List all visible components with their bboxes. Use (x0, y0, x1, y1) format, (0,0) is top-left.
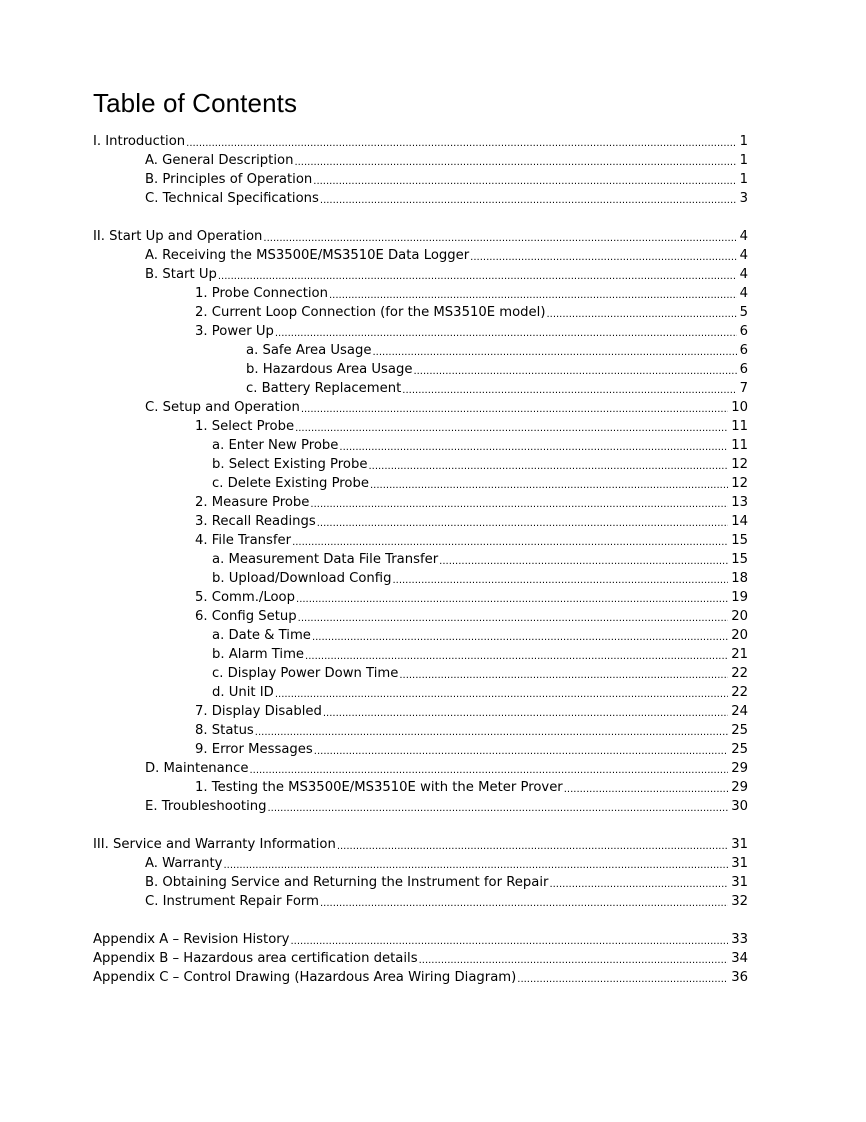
toc-entry-label: C. Setup and Operation (145, 400, 300, 415)
toc-entry-page: 12 (731, 457, 748, 472)
toc-entry-page: 15 (731, 533, 748, 548)
toc-entry-page: 25 (731, 742, 748, 757)
toc-entry-label: b. Alarm Time (212, 647, 305, 662)
toc-entry-page: 20 (731, 609, 748, 624)
toc-entry[interactable] (93, 930, 748, 949)
toc-entry-label: D. Maintenance (145, 761, 249, 776)
toc-entry[interactable] (195, 512, 748, 531)
toc-entry[interactable] (145, 246, 748, 265)
toc-entry-label: d. Unit ID (212, 685, 274, 700)
toc-entry-page: 1 (739, 172, 748, 187)
toc-entry-page: 7 (739, 381, 748, 396)
toc-entry[interactable] (93, 949, 748, 968)
toc-entry-page: 15 (731, 552, 748, 567)
toc-entry-label: 1. Select Probe (195, 419, 295, 434)
toc-entry[interactable] (195, 303, 748, 322)
toc-entry-page: 24 (731, 704, 748, 719)
toc-entry[interactable] (212, 645, 748, 664)
toc-entry-page: 4 (739, 229, 748, 244)
toc-entry-page: 19 (731, 590, 748, 605)
toc-entry-label: 3. Power Up (195, 324, 274, 339)
toc-entry[interactable] (93, 227, 748, 246)
toc-entry-page: 18 (731, 571, 748, 586)
toc-entry[interactable] (145, 873, 748, 892)
toc-entry-label: 4. File Transfer (195, 533, 292, 548)
toc-entry[interactable] (93, 132, 748, 151)
toc-entry-page: 14 (731, 514, 748, 529)
toc-entry-page: 5 (739, 305, 748, 320)
toc-entry-label: 2. Current Loop Connection (for the MS3510E model) (195, 305, 546, 320)
toc-entry[interactable] (195, 702, 748, 721)
toc-entry-page: 4 (739, 267, 748, 282)
toc-entry-page: 4 (739, 286, 748, 301)
toc-entry[interactable] (93, 968, 748, 987)
toc-entry[interactable] (195, 778, 748, 797)
toc-entry[interactable] (195, 721, 748, 740)
toc-entry-page: 20 (731, 628, 748, 643)
toc-entry-page: 6 (739, 324, 748, 339)
toc-entry[interactable] (195, 284, 748, 303)
toc-entry[interactable] (212, 569, 748, 588)
toc-entry-label: c. Delete Existing Probe (212, 476, 369, 491)
toc-entry[interactable] (212, 550, 748, 569)
toc-entry-label: 8. Status (195, 723, 254, 738)
toc-entry[interactable] (195, 740, 748, 759)
toc-entry-page: 11 (731, 438, 748, 453)
toc-entry-label: b. Select Existing Probe (212, 457, 368, 472)
toc-entry-page: 29 (731, 761, 748, 776)
toc-entry-label: a. Enter New Probe (212, 438, 339, 453)
toc-entry-label: I. Introduction (93, 134, 186, 149)
toc-entry-page: 25 (731, 723, 748, 738)
toc-entry-page: 36 (731, 970, 748, 985)
toc-entry[interactable] (195, 607, 748, 626)
toc-entry-label: C. Technical Specifications (145, 191, 319, 206)
toc-entry-label: B. Start Up (145, 267, 217, 282)
toc-entry-label: A. Receiving the MS3500E/MS3510E Data Logger (145, 248, 470, 263)
toc-entry-page: 22 (731, 666, 748, 681)
toc-entry-label: Appendix B – Hazardous area certification details (93, 951, 418, 966)
toc-entry-label: c. Display Power Down Time (212, 666, 399, 681)
toc-entry-label: Appendix C – Control Drawing (Hazardous Area Wiring Diagram) (93, 970, 517, 985)
toc-entry[interactable] (212, 474, 748, 493)
toc-entry[interactable] (195, 322, 748, 341)
toc-entry[interactable] (212, 626, 748, 645)
page-title: Table of Contents (93, 88, 298, 118)
toc-entry-page: 29 (731, 780, 748, 795)
toc-entry-label: 3. Recall Readings (195, 514, 316, 529)
toc-entry-page: 6 (739, 343, 748, 358)
toc-entry[interactable] (246, 360, 748, 379)
toc-entry-label: 6. Config Setup (195, 609, 297, 624)
toc-entry-page: 31 (731, 837, 748, 852)
toc-entry-label: 5. Comm./Loop (195, 590, 296, 605)
toc-entry-label: II. Start Up and Operation (93, 229, 263, 244)
toc-entry-label: C. Instrument Repair Form (145, 894, 319, 909)
toc-entry[interactable] (93, 835, 748, 854)
toc-entry-label: b. Upload/Download Config (212, 571, 392, 586)
toc-entry[interactable] (212, 683, 748, 702)
toc-entry-page: 31 (731, 875, 748, 890)
toc-entry-page: 1 (739, 134, 748, 149)
toc-entry-label: E. Troubleshooting (145, 799, 267, 814)
toc-entry-label: a. Date & Time (212, 628, 311, 643)
toc-entry-label: 9. Error Messages (195, 742, 313, 757)
toc-entry[interactable] (145, 189, 748, 208)
toc-entry-page: 31 (731, 856, 748, 871)
toc-entry[interactable] (195, 493, 748, 512)
toc-entry-page: 12 (731, 476, 748, 491)
toc-entry-label: 1. Probe Connection (195, 286, 328, 301)
toc-entry-page: 1 (739, 153, 748, 168)
toc-entry-label: 1. Testing the MS3500E/MS3510E with the Meter Prover (195, 780, 563, 795)
toc-entry-label: a. Measurement Data File Transfer (212, 552, 439, 567)
toc-entry-page: 32 (731, 894, 748, 909)
toc-entry-label: A. Warranty (145, 856, 223, 871)
toc-entry-page: 21 (731, 647, 748, 662)
toc-entry-label: A. General Description (145, 153, 294, 168)
toc-entry[interactable] (145, 892, 748, 911)
toc-entry-page: 3 (739, 191, 748, 206)
toc-entry[interactable] (145, 151, 748, 170)
toc-entry-label: B. Principles of Operation (145, 172, 313, 187)
toc-entry-page: 4 (739, 248, 748, 263)
toc-entry-label: 7. Display Disabled (195, 704, 322, 719)
toc-entry[interactable] (145, 759, 748, 778)
toc-entry[interactable] (195, 531, 748, 550)
toc-entry[interactable] (212, 436, 748, 455)
toc-entry-label: Appendix A – Revision History (93, 932, 290, 947)
toc-entry[interactable] (212, 455, 748, 474)
toc-entry-page: 10 (731, 400, 748, 415)
toc-entry[interactable] (145, 854, 748, 873)
toc-entry-label: a. Safe Area Usage (246, 343, 372, 358)
toc-entry-page: 6 (739, 362, 748, 377)
toc-entry-label: B. Obtaining Service and Returning the Instrument for Repair (145, 875, 549, 890)
toc-entry[interactable] (246, 379, 748, 398)
toc-entry-label: 2. Measure Probe (195, 495, 310, 510)
toc-entry[interactable] (145, 265, 748, 284)
toc-entry-page: 34 (731, 951, 748, 966)
toc-entry-page: 30 (731, 799, 748, 814)
toc-entry-label: c. Battery Replacement (246, 381, 402, 396)
toc-entry[interactable] (195, 588, 748, 607)
toc-entry[interactable] (195, 417, 748, 436)
toc-entry-page: 33 (731, 932, 748, 947)
toc-entry-label: b. Hazardous Area Usage (246, 362, 413, 377)
toc-entry-label: III. Service and Warranty Information (93, 837, 336, 852)
toc-entry[interactable] (145, 170, 748, 189)
toc-entry-page: 13 (731, 495, 748, 510)
toc-entry[interactable] (145, 398, 748, 417)
toc-entry-page: 11 (731, 419, 748, 434)
toc-entry[interactable] (212, 664, 748, 683)
toc-entry[interactable] (246, 341, 748, 360)
toc-entry[interactable] (145, 797, 748, 816)
toc-entry-page: 22 (731, 685, 748, 700)
